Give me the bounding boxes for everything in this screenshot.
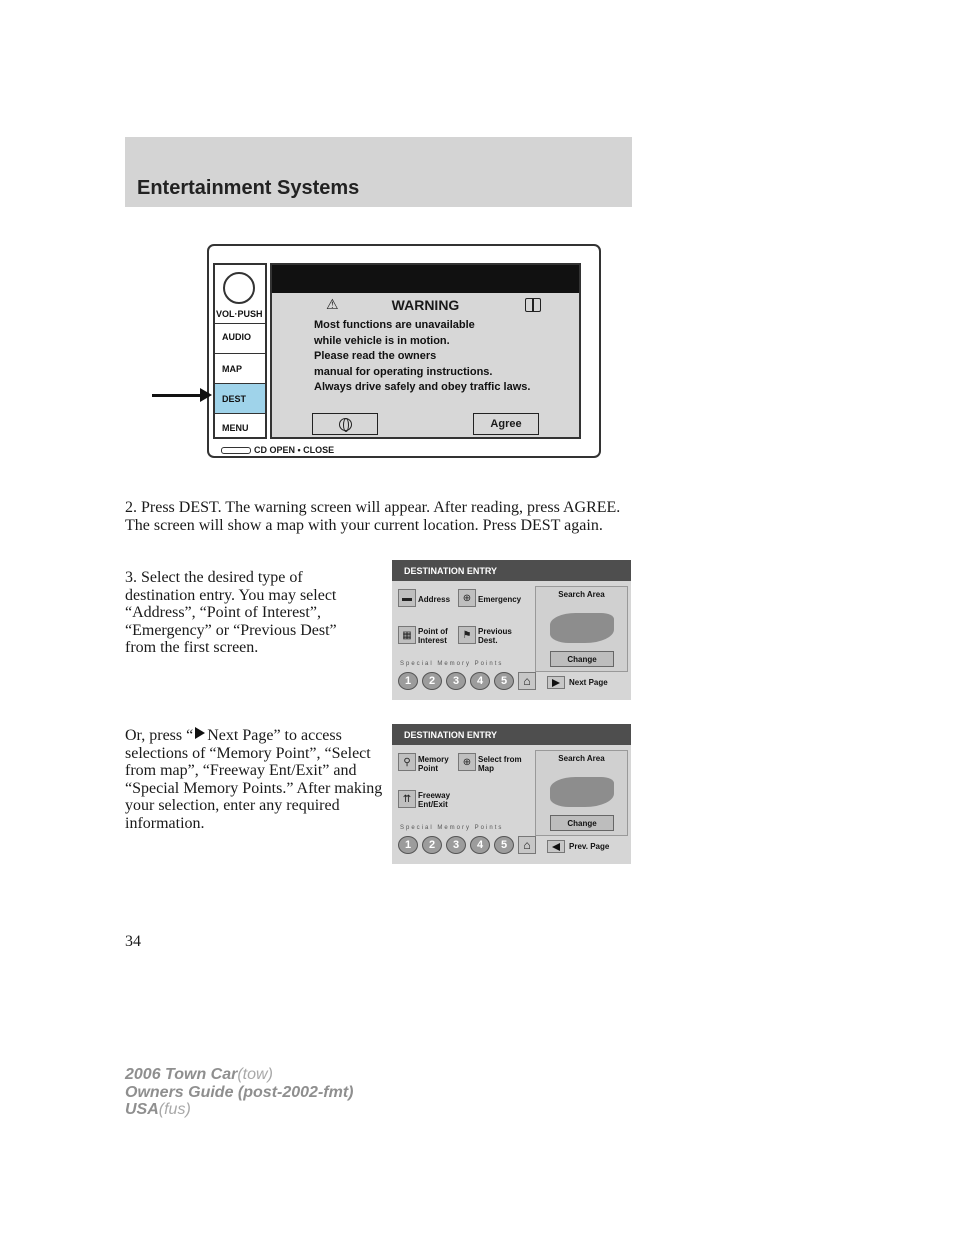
page-number: 34 — [125, 933, 141, 950]
prev-arrow-icon — [547, 840, 565, 853]
cd-slot-row — [221, 444, 334, 456]
prev-page-button — [547, 839, 628, 854]
warning-message — [314, 318, 530, 396]
memory-2-button: 2 — [422, 836, 442, 854]
section-header-band — [125, 137, 632, 207]
memory-number-row — [398, 672, 536, 690]
head-unit-illustration — [207, 244, 601, 458]
footer-model-code: (tow) — [237, 1066, 273, 1083]
memory-4-button: 4 — [470, 836, 490, 854]
step-2-text: 2. Press DEST. The warning screen will appear. After reading, press AGREE. The screen will show a map with your current location. Press DEST again. — [125, 499, 621, 534]
or-suffix: Next Page” to access selections of “Memory Point”, “Select from map”, “Freeway Ent/Exit” and “Special Memory Points.” After making your selection, enter any required information. — [125, 727, 383, 832]
globe-icon: ⊕ — [458, 589, 476, 607]
dest-button — [215, 383, 265, 413]
building-icon: ▦ — [398, 626, 416, 644]
us-map-icon — [550, 777, 614, 807]
screen-header: DESTINATION ENTRY — [392, 724, 631, 745]
side-button-panel — [213, 263, 267, 439]
option-memory-point: Memory Point — [418, 755, 449, 773]
audio-button — [215, 323, 265, 353]
screen-top-bar — [272, 265, 579, 293]
vol-push-label: VOL·PUSH — [216, 309, 263, 319]
special-memory-label: Special Memory Points — [400, 825, 504, 831]
section-title: Entertainment Systems — [137, 177, 360, 199]
footer-market-code: (fus) — [158, 1101, 191, 1118]
next-page-button — [547, 675, 628, 690]
option-emergency: Emergency — [478, 595, 522, 604]
search-area-label: Search Area — [558, 754, 605, 763]
memory-1-button: 1 — [398, 836, 418, 854]
warning-line: while vehicle is in motion. — [314, 334, 450, 347]
footer-market: USA — [125, 1101, 159, 1118]
change-button: Change — [550, 651, 614, 667]
memory-1-button: 1 — [398, 672, 418, 690]
dest-label: DEST — [222, 394, 247, 404]
destination-entry-screen-2 — [392, 724, 631, 864]
flag-icon: ⚑ — [458, 626, 476, 644]
memory-5-button: 5 — [494, 836, 514, 854]
cd-slot-icon — [221, 447, 251, 454]
memory-2-button: 2 — [422, 672, 442, 690]
us-map-icon — [550, 613, 614, 643]
memory-3-button: 3 — [446, 672, 466, 690]
search-area-panel — [535, 586, 628, 672]
step-3-text: 3. Select the desired type of destination entry. You may select “Address”, “Point of Interest”, “Emergency” or “Previous Dest” from the first screen. — [125, 569, 337, 656]
map-label: MAP — [222, 364, 242, 374]
menu-button — [215, 413, 265, 439]
special-memory-label: Special Memory Points — [400, 661, 504, 667]
manual-book-icon — [525, 298, 541, 312]
vol-push-button — [215, 309, 265, 323]
menu-label: MENU — [222, 423, 249, 433]
nav-globe-button — [312, 413, 378, 435]
search-area-label: Search Area — [558, 590, 605, 599]
warning-line: Most functions are unavailable — [314, 319, 475, 331]
map-button — [215, 353, 265, 383]
volume-knob — [223, 272, 255, 304]
footer-guide: Owners Guide (post-2002-fmt) — [125, 1083, 354, 1101]
next-arrow-icon — [195, 727, 205, 739]
globe-icon: ⊕ — [458, 753, 476, 771]
option-address: Address — [418, 595, 451, 604]
globe-icon — [339, 418, 352, 431]
screen-header: DESTINATION ENTRY — [392, 560, 631, 581]
freeway-icon: ⇈ — [398, 790, 416, 808]
pointer-arrow-icon — [200, 388, 212, 402]
audio-label: AUDIO — [222, 332, 251, 342]
next-page-label: Next Page — [569, 678, 608, 687]
warning-line: Always drive safely and obey traffic laws. — [314, 381, 531, 393]
document-footer — [125, 1066, 353, 1119]
cd-label: CD OPEN • CLOSE — [254, 445, 335, 455]
memory-number-row — [398, 836, 536, 854]
warning-row — [272, 297, 579, 315]
or-prefix: Or, press “ — [125, 727, 194, 744]
memory-3-button: 3 — [446, 836, 466, 854]
memory-5-button: 5 — [494, 672, 514, 690]
or-press-text — [125, 727, 383, 832]
destination-entry-screen-1 — [392, 560, 631, 700]
prev-page-label: Prev. Page — [569, 842, 610, 851]
person-pin-icon: ⚲ — [398, 753, 416, 771]
option-select-from-map: Select from Map — [478, 755, 522, 773]
warning-title: WARNING — [391, 297, 460, 313]
warning-screen — [270, 263, 581, 439]
home-icon: ⌂ — [518, 836, 536, 854]
next-arrow-icon — [547, 676, 565, 689]
address-card-icon: ▬ — [398, 589, 416, 607]
footer-model: 2006 Town Car — [125, 1066, 238, 1083]
agree-button: Agree — [473, 413, 539, 435]
option-previous-dest: Previous Dest. — [478, 627, 512, 645]
pointer-arrow-shaft — [152, 394, 206, 397]
option-point-of-interest: Point of Interest — [418, 627, 448, 645]
option-freeway-ent-exit: Freeway Ent/Exit — [418, 791, 451, 809]
change-button: Change — [550, 815, 614, 831]
warning-line: manual for operating instructions. — [314, 365, 493, 378]
warning-triangle-icon: ⚠ — [326, 297, 339, 313]
home-icon: ⌂ — [518, 672, 536, 690]
warning-line: Please read the owners — [314, 350, 437, 362]
memory-4-button: 4 — [470, 672, 490, 690]
search-area-panel — [535, 750, 628, 836]
